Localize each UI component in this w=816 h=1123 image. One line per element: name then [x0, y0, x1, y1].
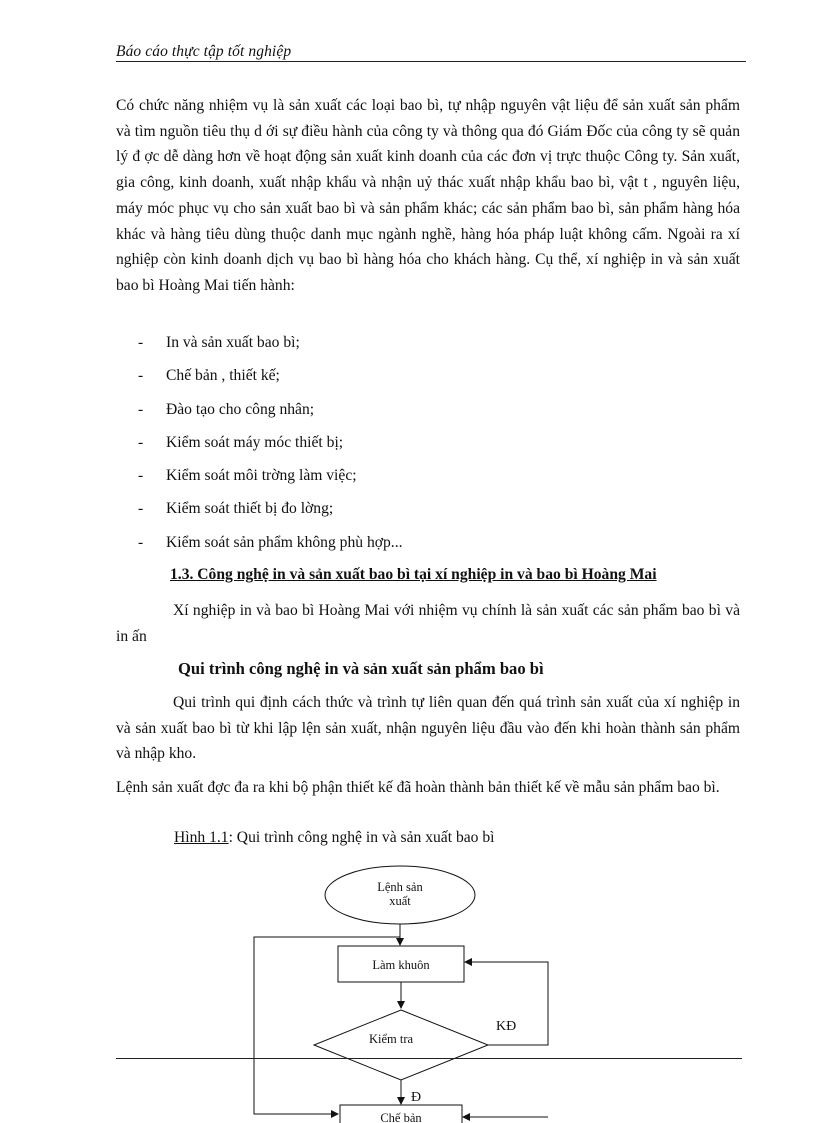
section-heading: 1.3. Công nghệ in và sản xuất bao bì tại xí nghiệp in và bao bì Hoàng Mai	[170, 566, 657, 583]
bullet-dash: -	[138, 433, 144, 451]
footer-rule	[116, 1058, 742, 1059]
subheading: Qui trình công nghệ in và sản xuất sản phẩm bao bì	[178, 659, 544, 678]
process-paragraph: Qui trình qui định cách thức và trình tự liên quan đến quá trình sản xuất của xí nghiệp in và sản xuất bao bì từ khi lập lện sản xuất, nhận nguyên liệu đầu vào đến khi hoàn thành sản phẩm và nhập kho.	[116, 694, 740, 763]
bullet-dash: -	[138, 400, 144, 418]
bullet-dash: -	[138, 334, 144, 351]
bullet-dash: -	[138, 367, 144, 385]
list-item-text: Kiểm soát máy móc thiết bị;	[166, 433, 344, 451]
start-node-label-line1: Lệnh sản	[377, 880, 423, 894]
list-item-text: Kiểm soát sản phẩm không phù hợp...	[166, 533, 403, 551]
figure-caption-text: : Qui trình công nghệ in và sản xuất bao bì	[228, 829, 495, 846]
list-item-text: Kiểm soát môi trờng làm việc;	[166, 467, 357, 485]
bullet-dash: -	[138, 500, 144, 518]
list-item-text: Chế bản , thiết kế;	[166, 367, 280, 385]
check-decision-label: Kiểm tra	[368, 1032, 414, 1046]
intro-paragraph: Có chức năng nhiệm vụ là sản xuất các loại bao bì, tự nhập nguyên vật liệu để sản xuất sản phẩm và tìm nguồn tiêu thụ d ới sự điều hành của công ty và thông qua đó Giám Đốc của công ty sẽ quản lý đ ợc dễ dàng hơn về hoạt động sản xuất kinh doanh của các đơn vị trực thuộc Công ty. Sản xuất, gia công, kinh doanh, xuất nhập khẩu và nhận uỷ thác xuất nhập khẩu bao bì, vật t , nguyên liệu, máy móc phục vụ cho sản xuất bao bì và sản phẩm khác; các sản phẩm bao bì, sản phẩm hàng hóa khác và hàng tiêu dùng thuộc danh mục ngành nghề, hàng hóa pháp luật không cấm. Ngoài ra xí nghiệp còn kinh doanh dịch vụ bao bì hàng hóa cho khách hàng. Cụ thể, xí nghiệp in và sản xuất bao bì Hoàng Mai tiến hành:	[116, 97, 740, 294]
list-item-text: Đào tạo cho công nhân;	[166, 400, 315, 418]
order-paragraph: Lệnh sản xuất đợc đa ra khi bộ phận thiết kế đã hoàn thành bản thiết kế về mẫu sản phẩm bao bì.	[116, 779, 720, 796]
running-header: Báo cáo thực tập tốt nghiệp	[116, 43, 292, 60]
fail-label: KĐ	[496, 1019, 517, 1034]
pass-label: Đ	[411, 1090, 422, 1105]
plate-step-label: Chế bản	[380, 1111, 422, 1123]
figure-label: Hình 1.1	[174, 829, 229, 846]
bullet-dash: -	[138, 467, 144, 485]
start-node-label-line2: xuất	[389, 894, 411, 908]
section-paragraph: Xí nghiệp in và bao bì Hoàng Mai với nhiệm vụ chính là sản xuất các sản phẩm bao bì và in ấn	[116, 602, 740, 645]
mold-step-label: Làm khuôn	[372, 958, 430, 972]
list-item-text: Kiểm soát thiết bị đo lờng;	[166, 500, 334, 518]
list-item-text: In và sản xuất bao bì;	[166, 334, 300, 351]
bullet-dash: -	[138, 533, 144, 551]
